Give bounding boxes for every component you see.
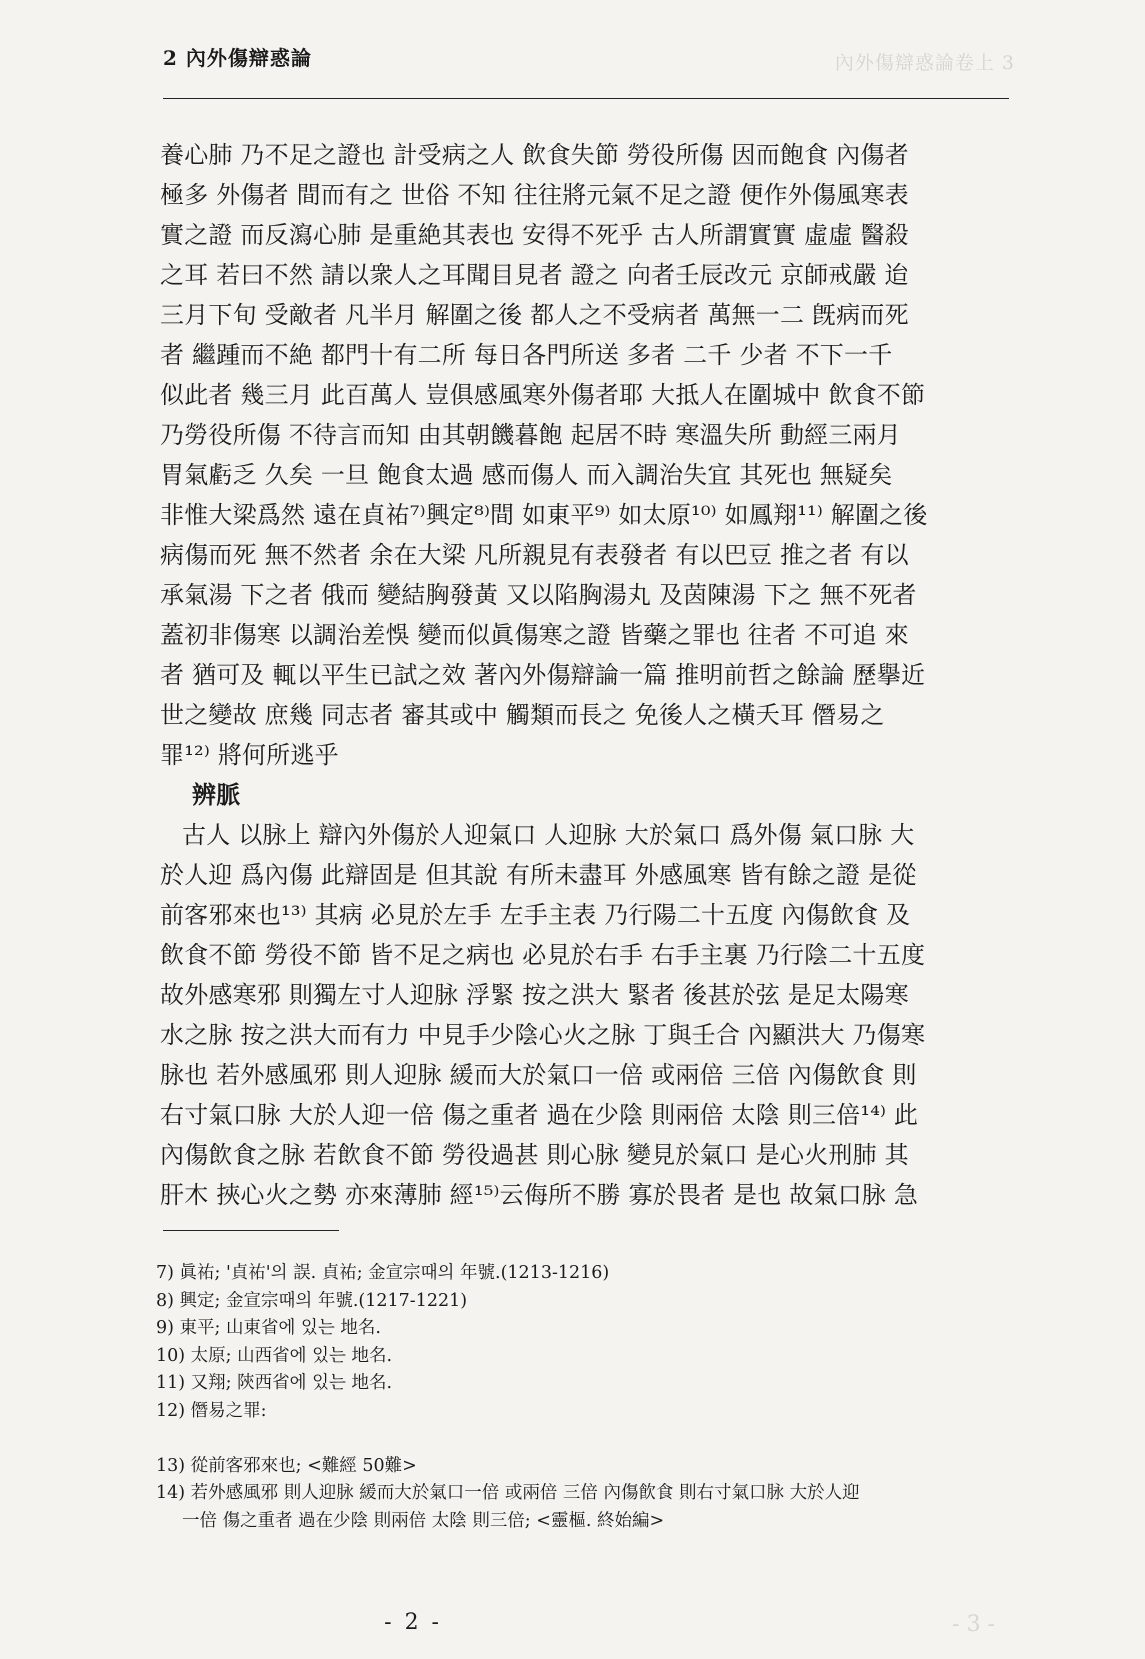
text-line: 飲食不節 勞役不節 皆不足之病也 必見於右手 右手主裏 乃行陰二十五度 [160,941,926,969]
text-line: 病傷而死 無不然者 余在大梁 凡所親見有表發者 有以巴豆 推之者 有以 [160,541,909,569]
text-line: 脉也 若外感風邪 則人迎脉 緩而大於氣口一倍 或兩倍 三倍 內傷飲食 則 [160,1061,917,1089]
text-line: 右寸氣口脉 大於人迎一倍 傷之重者 過在少陰 則兩倍 太陰 則三倍¹⁴⁾ 此 [160,1101,919,1129]
section-heading: 辨脈 [192,780,241,809]
text-line: 乃勞役所傷 不待言而知 由其朝饑暮飽 起居不時 寒溫失所 動經三兩月 [160,421,901,449]
text-line: 世之變故 庶幾 同志者 審其或中 觸類而長之 免後人之橫夭耳 僭易之 [160,701,885,729]
text-line: 似此者 幾三月 此百萬人 豈俱感風寒外傷者耶 大抵人在圍城中 飲食不節 [160,381,926,409]
footnotes [156,1260,1036,1535]
text-line: 實之證 而反瀉心肺 是重絶其表也 安得不死乎 古人所謂實實 虛虛 醫殺 [160,221,909,249]
text-line: 罪¹²⁾ 將何所逃乎 [160,741,339,769]
text-line: 於人迎 爲內傷 此辯固是 但其說 有所未盡耳 外感風寒 皆有餘之證 是從 [160,861,917,889]
text-line: 之耳 若曰不然 請以衆人之耳聞目見者 證之 向者壬辰改元 京師戒嚴 迨 [160,261,909,289]
text-line: 非惟大梁爲然 遠在貞祐⁷⁾興定⁸⁾間 如東平⁹⁾ 如太原¹⁰⁾ 如鳳翔¹¹⁾ 解圍之後 [160,501,928,529]
text-line: 內傷飲食之脉 若飲食不節 勞役過甚 則心脉 變見於氣口 是心火刑肺 其 [160,1141,909,1169]
bleed-through-page-number: - 3 - [952,1612,995,1637]
text-line: 者 繼踵而不絶 都門十有二所 每日各門所送 多者 二千 少者 不下一千 [160,341,893,369]
text-line: 故外感寒邪 則獨左寸人迎脉 浮緊 按之洪大 緊者 後甚於弦 是足太陽寒 [160,981,909,1009]
text-line: 蓋初非傷寒 以調治差悞 變而似眞傷寒之證 皆藥之罪也 往者 不可追 來 [160,621,909,649]
text-line: 水之脉 按之洪大而有力 中見手少陰心火之脉 丁與壬合 內顯洪大 乃傷寒 [160,1021,926,1049]
footnote: 9) 東平; 山東省에 있는 地名. [156,1318,381,1338]
text-line: 承氣湯 下之者 俄而 變結胸發黃 又以陷胸湯丸 及茵陳湯 下之 無不死者 [160,581,917,609]
text-line: 前客邪來也¹³⁾ 其病 必見於左手 左手主表 乃行陽二十五度 內傷飲食 及 [160,901,911,929]
footnote-rule [163,1230,339,1231]
footnote: 14) 若外感風邪 則人迎脉 緩而大於氣口一倍 或兩倍 三倍 內傷飮食 則右寸氣口脉 大於人迎 [156,1483,860,1503]
page-number: - 2 - [384,1610,442,1635]
bleed-through-header: 內外傷辯惑論卷上 3 [834,52,1015,74]
text-line: 肝木 挾心火之勢 亦來薄肺 經¹⁵⁾云侮所不勝 寡於畏者 是也 故氣口脉 急 [160,1181,919,1209]
text-line: 極多 外傷者 間而有之 世俗 不知 往往將元氣不足之證 便作外傷風寒表 [160,181,909,209]
footnote: 8) 興定; 金宣宗때의 年號.(1217-1221) [156,1290,468,1311]
footnote-spacer [156,1425,1036,1453]
text-line: 養心肺 乃不足之證也 計受病之人 飲食失節 勞役所傷 因而飽食 內傷者 [160,141,909,169]
main-text [160,135,1040,1215]
text-line: 古人 以脉上 辯內外傷於人迎氣口 人迎脉 大於氣口 爲外傷 氣口脉 大 [182,821,915,849]
footnote-continuation: 一倍 傷之重者 過在少陰 則兩倍 太陰 則三倍; <靈樞. 終始編> [182,1510,665,1531]
footnote: 12) 僭易之罪: [156,1400,267,1421]
text-line: 者 猶可及 輒以平生已試之效 著內外傷辯論一篇 推明前哲之餘論 歷擧近 [160,661,926,689]
text-line: 三月下旬 受敵者 凡半月 解圍之後 都人之不受病者 萬無一二 旣病而死 [160,301,909,329]
running-header: 2 內外傷辯惑論 [163,46,312,70]
footnote: 7) 眞祐; '貞祐'의 誤. 貞祐; 金宣宗때의 年號.(1213-1216) [156,1263,610,1283]
footnote: 10) 太原; 山西省에 있는 地名. [156,1345,393,1366]
text-line: 胃氣虧乏 久矣 一旦 飽食太過 感而傷人 而入調治失宜 其死也 無疑矣 [160,461,893,489]
footnote: 11) 又翔; 陝西省에 있는 地名. [156,1373,393,1393]
header-rule [163,98,1009,99]
footnote: 13) 從前客邪來也; <難經 50難> [156,1455,417,1476]
